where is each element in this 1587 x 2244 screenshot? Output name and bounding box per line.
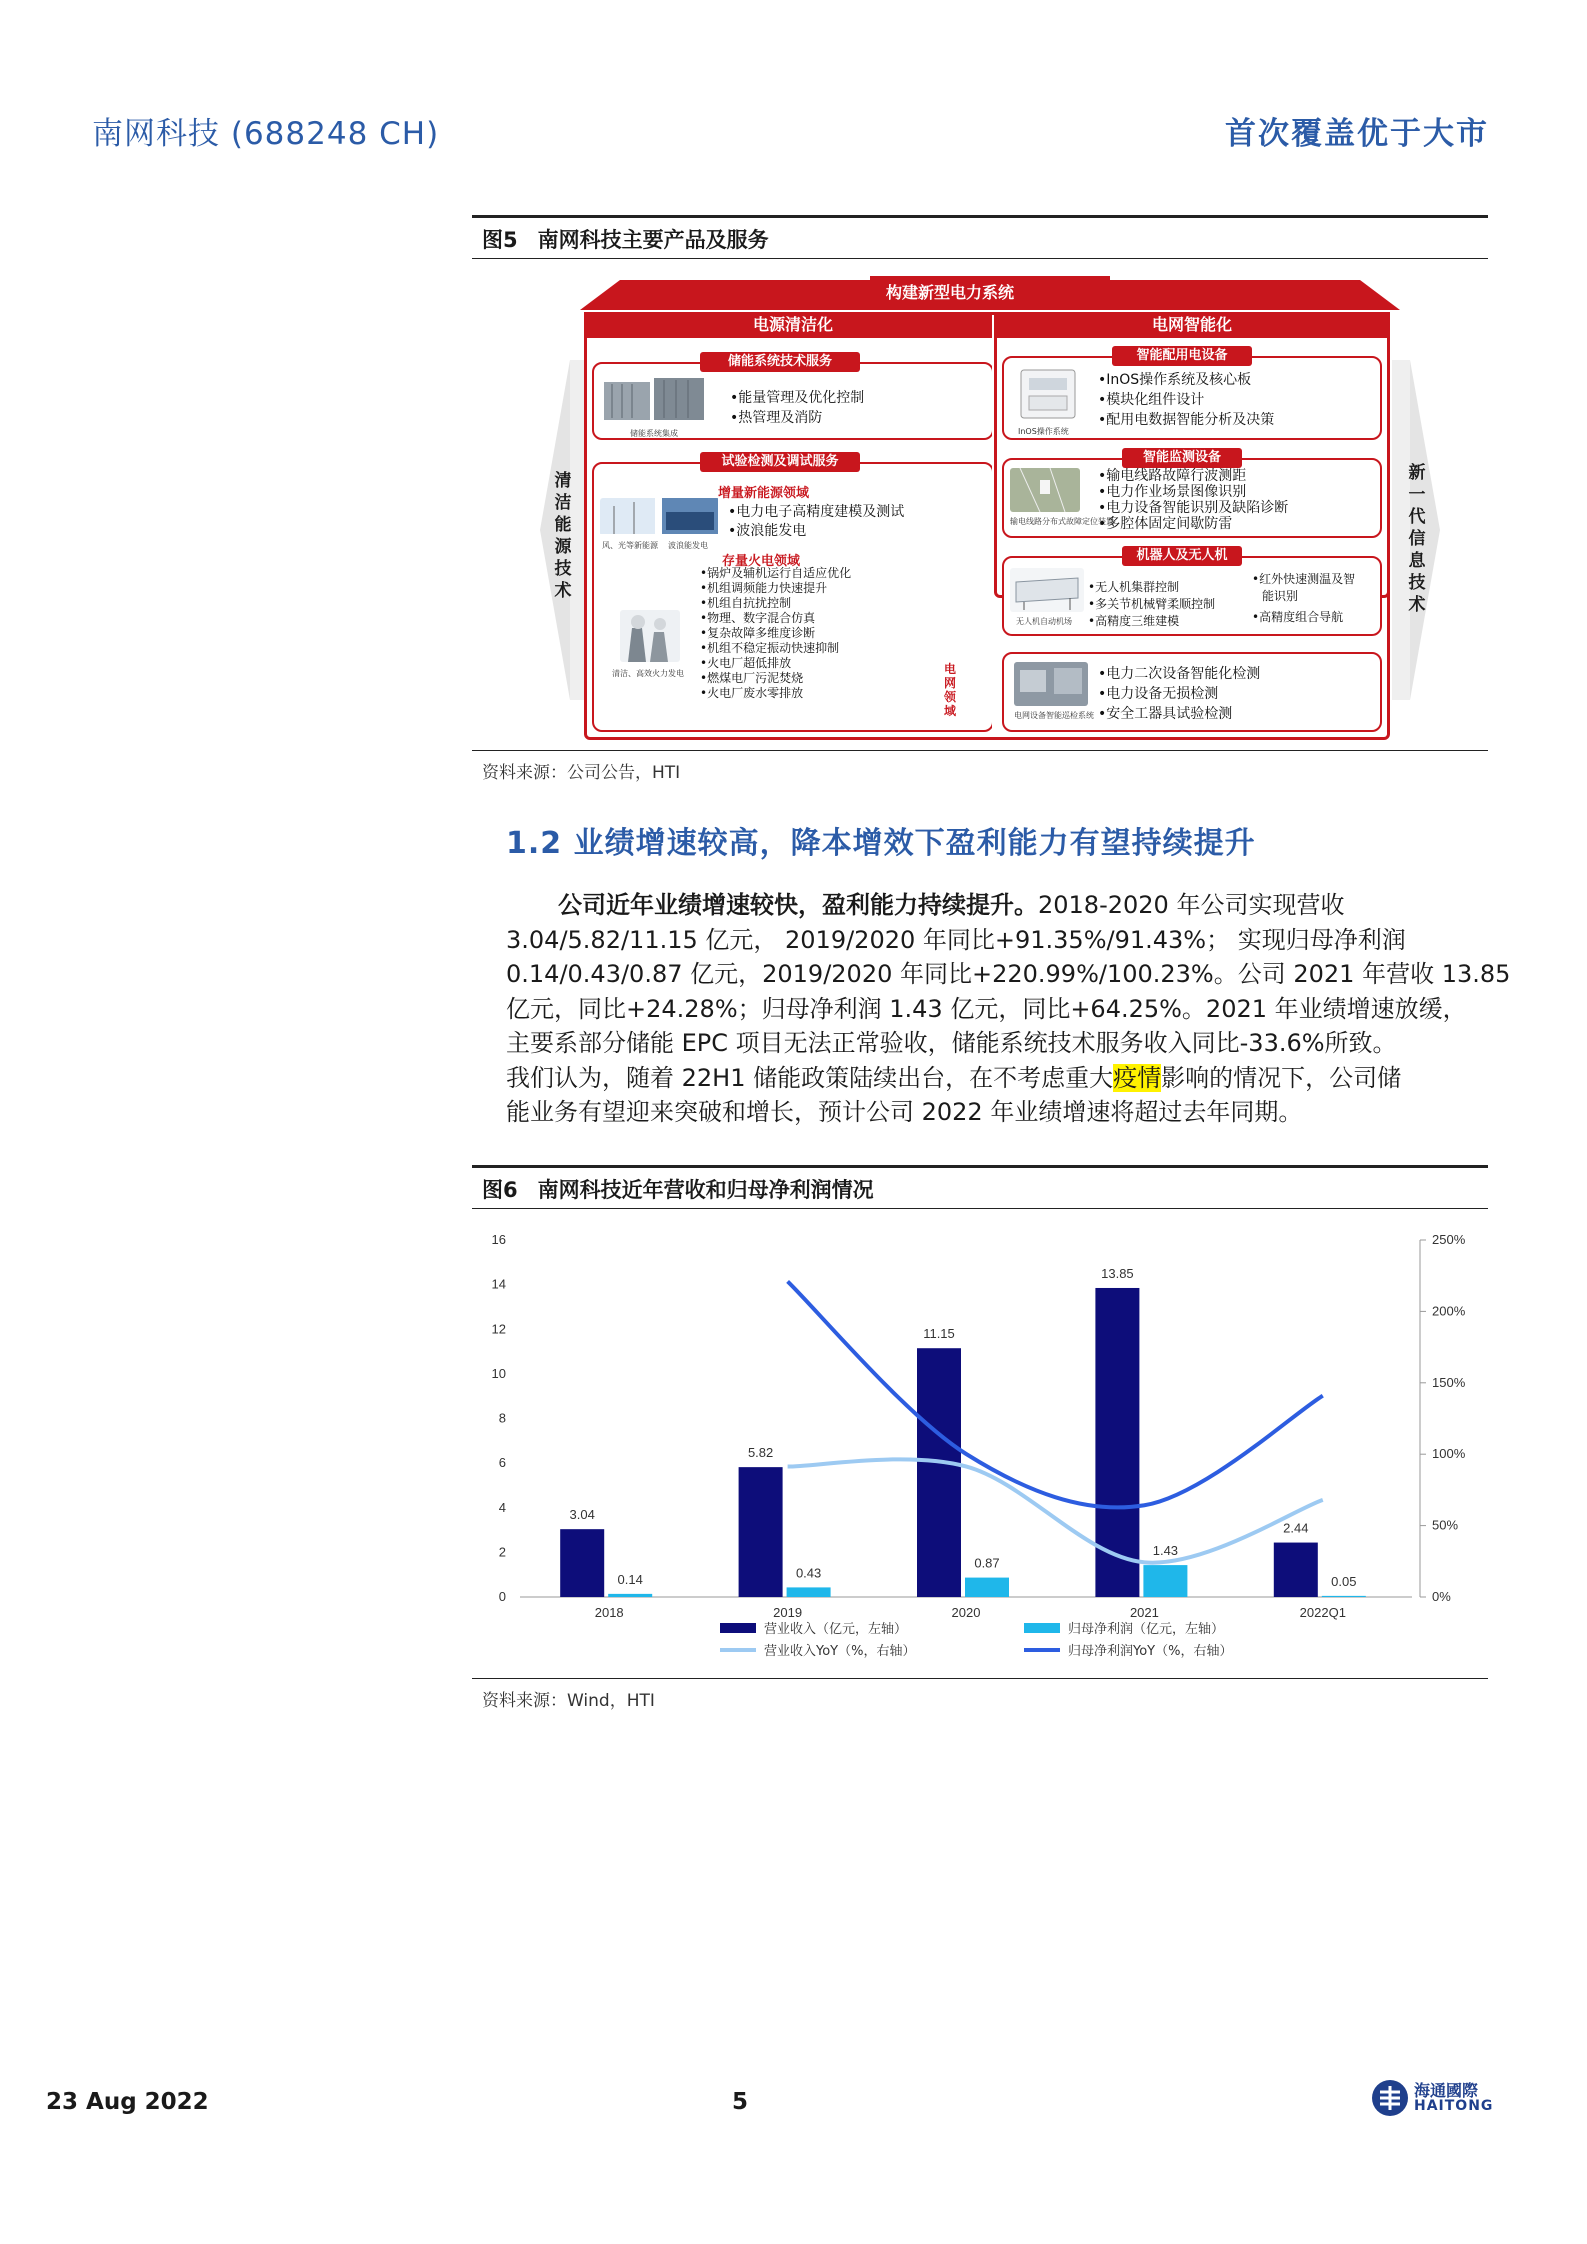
drone-hangar-image — [1010, 568, 1084, 612]
monitoring-bullet: •输电线路故障行波测距 — [1098, 468, 1247, 484]
paragraph-line-4: 亿元，同比+24.28%；归母净利润 1.43 亿元，同比+64.25%。2021 年业绩增速放缓， — [506, 994, 1467, 1023]
logo-english: HAITONG — [1414, 2098, 1494, 2114]
incremental-bullet: •电力电子高精度建模及测试 — [728, 504, 905, 520]
right-axis-tick-label: 150% — [1432, 1374, 1466, 1390]
paragraph-line-7: 能业务有望迎来突破和增长，预计公司 2022 年业绩增速将超过去年同期。 — [506, 1098, 1303, 1126]
left-panel-title: 电源清洁化 — [584, 312, 1002, 338]
paragraph-text: 2018-2020 年公司实现营收 — [1038, 891, 1345, 919]
figure5-source: 资料来源：公司公告，HTI — [482, 763, 681, 783]
left-axis-tick-label: 0 — [498, 1589, 506, 1604]
header-rating: 首次覆盖优于大市 — [1225, 116, 1489, 152]
robots-pill: 机器人及无人机 — [1122, 546, 1242, 566]
figure5-title: 南网科技主要产品及服务 — [537, 228, 769, 252]
stock-bullet: •机组自抗扰控制 — [700, 596, 792, 610]
distribution-pill: 智能配用电设备 — [1112, 346, 1252, 366]
paragraph-line-6 — [506, 1061, 1488, 1096]
bar-data-label: 0.87 — [974, 1555, 1000, 1571]
distribution-bullet: •InOS操作系统及核心板 — [1098, 372, 1252, 388]
inos-device-image — [1015, 368, 1081, 420]
x-axis-category-label: 2020 — [951, 1605, 981, 1620]
legend-label: 营业收入（亿元，左轴） — [764, 1622, 908, 1637]
roof-title: 构建新型电力系统 — [885, 283, 1014, 302]
renewables-image — [600, 498, 720, 536]
logo-chinese: 海通國際 — [1414, 2081, 1479, 2100]
bar-data-label: 3.04 — [569, 1507, 595, 1523]
bar-data-label: 2.44 — [1283, 1520, 1309, 1536]
right-axis-tick-label: 250% — [1432, 1232, 1466, 1247]
storage-container-image — [602, 374, 706, 424]
incremental-label: 增量新能源领域 — [718, 486, 810, 501]
grid-bullet: •安全工器具试验检测 — [1098, 706, 1233, 722]
grid-bullet: •电力二次设备智能化检测 — [1098, 666, 1261, 682]
bar-net-profit — [965, 1578, 1009, 1597]
distribution-bullet: •模块化组件设计 — [1098, 392, 1205, 408]
stock-bullet: •复杂故障多维度诊断 — [700, 626, 816, 640]
bar-revenue — [560, 1529, 604, 1597]
paragraph-line-2: 3.04/5.82/11.15 亿元， 2019/2020 年同比+91.35%/91.43%； 实现归母净利润 — [506, 925, 1406, 954]
thermal-plant-image — [620, 610, 680, 662]
paragraph-text: 影响的情况下，公司储 — [1161, 1063, 1402, 1092]
stock-bullet: •燃煤电厂污泥焚烧 — [700, 671, 804, 685]
bar-revenue — [1274, 1543, 1318, 1597]
left-axis-tick-label: 8 — [498, 1410, 506, 1426]
testing-pill: 试验检测及调试服务 — [700, 452, 860, 472]
figure5-source-rule — [472, 750, 1488, 751]
haitong-logo-icon — [1370, 2078, 1410, 2118]
paragraph-line-1 — [506, 888, 1488, 923]
legend-label: 营业收入YoY（%，右轴） — [764, 1644, 916, 1659]
stock-label: 存量火电领域 — [722, 554, 801, 569]
paragraph-line-5: 主要系部分储能 EPC 项目无法正常验收，储能系统技术服务收入同比-33.6%所致。 — [506, 1029, 1397, 1057]
bar-net-profit — [1143, 1565, 1187, 1597]
legend-swatch — [1024, 1623, 1060, 1633]
page-number: 5 — [732, 2089, 749, 2115]
bar-net-profit — [787, 1587, 831, 1597]
right-axis-tick-label: 100% — [1432, 1446, 1466, 1462]
section-title: 1.2 业绩增速较高，降本增效下盈利能力有望持续提升 — [506, 826, 1256, 861]
bar-data-label: 1.43 — [1152, 1543, 1179, 1559]
stock-bullet: •火电厂废水零排放 — [700, 686, 804, 700]
stock-bullet: •机组不稳定振动快速抑制 — [700, 641, 840, 655]
bar-revenue — [739, 1467, 783, 1597]
right-axis-tick-label: 0% — [1432, 1589, 1451, 1604]
renewables-caption: 风、光等新能源 — [602, 541, 658, 550]
paragraph-text: 我们认为，随着 22H1 储能政策陆续出台，在不考虑重大 — [506, 1063, 1114, 1092]
robots-bullet: •多关节机械臂柔顺控制 — [1088, 597, 1216, 611]
monitoring-bullet: •电力设备智能识别及缺陷诊断 — [1098, 500, 1289, 516]
inos-caption: InOS操作系统 — [1018, 427, 1069, 436]
right-axis-tick-label: 200% — [1432, 1303, 1466, 1319]
stock-bullet: •锅炉及辅机运行自适应优化 — [700, 566, 852, 580]
storage-pill: 储能系统技术服务 — [700, 352, 860, 372]
bar-data-label: 0.14 — [617, 1571, 643, 1587]
figure6-caption — [472, 1165, 1488, 1209]
figure6-number: 图6 — [482, 1178, 518, 1202]
left-axis-tick-label: 4 — [498, 1499, 506, 1515]
x-axis-category-label: 2018 — [594, 1605, 624, 1620]
robots-bullet: 能识别 — [1262, 589, 1299, 603]
monitoring-pill: 智能监测设备 — [1122, 448, 1242, 468]
storage-bullet: •热管理及消防 — [730, 410, 823, 426]
storage-image-caption: 储能系统集成 — [630, 429, 678, 438]
revenue-yoy-line — [788, 1459, 1323, 1562]
bar-data-label: 0.05 — [1331, 1573, 1357, 1589]
storage-bullet: •能量管理及优化控制 — [730, 390, 865, 406]
bar-data-label: 13.85 — [1101, 1265, 1134, 1281]
inspection-caption: 电网设备智能巡检系统 — [1014, 711, 1094, 720]
robots-bullet: •高精度组合导航 — [1252, 610, 1344, 624]
transmission-line-image — [1010, 468, 1080, 512]
legend-swatch — [720, 1623, 756, 1633]
stock-bullet: •机组调频能力快速提升 — [700, 581, 828, 595]
figure6-source: 资料来源：Wind，HTI — [482, 1691, 655, 1711]
paragraph-line-3: 0.14/0.43/0.87 亿元，2019/2020 年同比+220.99%/100.23%。公司 2021 年营收 13.85 — [506, 960, 1511, 988]
drone-hangar-caption: 无人机自动机场 — [1016, 617, 1072, 626]
figure5-caption — [472, 215, 1488, 259]
grid-bullet: •电力设备无损检测 — [1098, 686, 1219, 702]
x-axis-category-label: 2019 — [773, 1605, 803, 1620]
monitoring-bullet: •多腔体固定间歇防雷 — [1098, 516, 1233, 532]
wave-caption: 波浪能发电 — [668, 541, 708, 550]
stock-bullet: •火电厂超低排放 — [700, 656, 792, 670]
revenue-profit-chart — [472, 1225, 1488, 1680]
bar-net-profit — [1322, 1596, 1366, 1597]
legend-label: 归母净利润（亿元，左轴） — [1068, 1622, 1225, 1637]
bar-revenue — [917, 1348, 961, 1597]
left-axis-tick-label: 2 — [498, 1544, 506, 1560]
highlighted-text: 疫情 — [1113, 1063, 1162, 1092]
incremental-bullet: •波浪能发电 — [728, 523, 807, 539]
bar-data-label: 0.43 — [795, 1565, 822, 1581]
haitong-logo — [1370, 2076, 1494, 2120]
footer-date: 23 Aug 2022 — [46, 2089, 209, 2115]
body-paragraph — [506, 888, 1511, 1130]
figure5-number: 图5 — [482, 228, 518, 252]
paragraph-lead: 公司近年业绩增速较快，盈利能力持续提升。 — [558, 891, 1038, 919]
left-vertical-label: 清洁能源技术 — [554, 471, 572, 601]
bar-data-label: 5.82 — [747, 1445, 774, 1461]
left-axis-tick-label: 16 — [491, 1232, 506, 1247]
header-company: 南网科技 (688248 CH) — [92, 116, 440, 152]
bar-net-profit — [608, 1594, 652, 1597]
x-axis-category-label: 2022Q1 — [1299, 1605, 1346, 1620]
bar-data-label: 11.15 — [923, 1326, 955, 1342]
transmission-caption: 输电线路分布式故障定位装置 — [1010, 517, 1114, 526]
left-axis-tick-label: 6 — [498, 1455, 506, 1471]
left-axis-tick-label: 12 — [491, 1321, 506, 1337]
right-axis-tick-label: 50% — [1432, 1517, 1459, 1533]
x-axis-category-label: 2021 — [1129, 1605, 1159, 1620]
monitoring-bullet: •电力作业场景图像识别 — [1098, 484, 1247, 500]
inspection-system-image — [1014, 662, 1088, 706]
figure6-source-rule — [472, 1678, 1488, 1679]
right-panel-title: 电网智能化 — [994, 312, 1390, 338]
robots-bullet: •红外快速测温及智 — [1252, 572, 1356, 586]
products-diagram — [540, 270, 1440, 740]
grid-domain-label: 电网领域 — [944, 662, 957, 718]
robots-bullet: •高精度三维建模 — [1088, 614, 1180, 628]
left-axis-tick-label: 10 — [491, 1365, 506, 1381]
net-profit-yoy-line — [788, 1281, 1323, 1507]
stock-bullet: •物理、数字混合仿真 — [700, 611, 816, 625]
figure6-title: 南网科技近年营收和归母净利润情况 — [537, 1178, 874, 1202]
thermal-caption: 清洁、高效火力发电 — [612, 669, 684, 678]
right-vertical-label: 新一代信息技术 — [1408, 463, 1426, 615]
left-axis-tick-label: 14 — [491, 1276, 506, 1292]
robots-bullet: •无人机集群控制 — [1088, 580, 1180, 594]
legend-label: 归母净利润YoY（%，右轴） — [1068, 1644, 1233, 1659]
distribution-bullet: •配用电数据智能分析及决策 — [1098, 412, 1275, 428]
